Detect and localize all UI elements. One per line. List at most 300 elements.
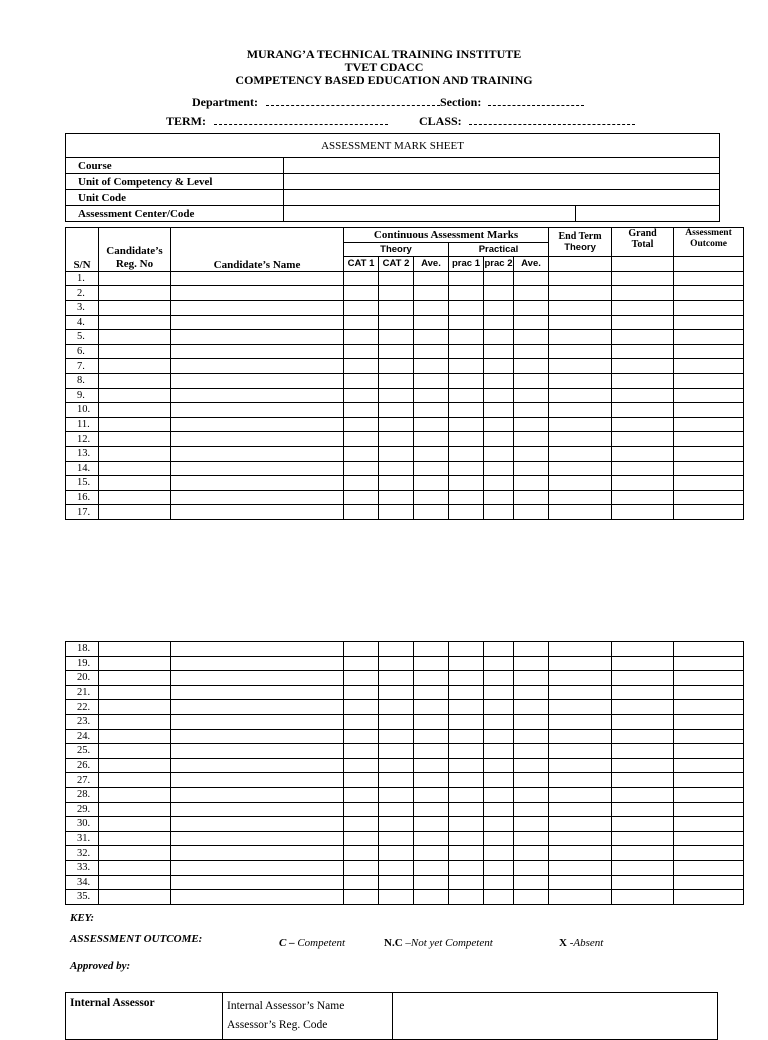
name-cell[interactable]: [171, 831, 344, 846]
prac2-cell[interactable]: [484, 359, 514, 374]
name-cell[interactable]: [171, 446, 344, 461]
prac2-cell[interactable]: [484, 860, 514, 875]
prac1-cell[interactable]: [449, 446, 484, 461]
grand-total-cell[interactable]: [612, 432, 674, 447]
grand-total-cell[interactable]: [612, 642, 674, 657]
end-term-cell[interactable]: [549, 802, 612, 817]
grand-total-cell[interactable]: [612, 817, 674, 832]
cat2-cell[interactable]: [379, 758, 414, 773]
practical-ave-cell[interactable]: [514, 642, 549, 657]
section-blank[interactable]: [488, 95, 584, 106]
reg-no-cell[interactable]: [99, 700, 171, 715]
grand-total-cell[interactable]: [612, 875, 674, 890]
cat1-cell[interactable]: [344, 773, 379, 788]
reg-no-cell[interactable]: [99, 417, 171, 432]
cat1-cell[interactable]: [344, 846, 379, 861]
theory-ave-cell[interactable]: [414, 700, 449, 715]
name-cell[interactable]: [171, 700, 344, 715]
outcome-cell[interactable]: [674, 271, 744, 286]
prac1-cell[interactable]: [449, 714, 484, 729]
outcome-cell[interactable]: [674, 729, 744, 744]
reg-no-cell[interactable]: [99, 315, 171, 330]
outcome-cell[interactable]: [674, 286, 744, 301]
cat1-cell[interactable]: [344, 642, 379, 657]
prac1-cell[interactable]: [449, 773, 484, 788]
theory-ave-cell[interactable]: [414, 729, 449, 744]
unit-code-field[interactable]: [284, 190, 720, 206]
cat2-cell[interactable]: [379, 773, 414, 788]
grand-total-cell[interactable]: [612, 802, 674, 817]
name-cell[interactable]: [171, 729, 344, 744]
prac1-cell[interactable]: [449, 403, 484, 418]
unit-competency-field[interactable]: [284, 174, 720, 190]
end-term-cell[interactable]: [549, 271, 612, 286]
end-term-cell[interactable]: [549, 461, 612, 476]
end-term-cell[interactable]: [549, 773, 612, 788]
end-term-cell[interactable]: [549, 890, 612, 905]
practical-ave-cell[interactable]: [514, 758, 549, 773]
prac2-cell[interactable]: [484, 714, 514, 729]
cat2-cell[interactable]: [379, 388, 414, 403]
prac1-cell[interactable]: [449, 787, 484, 802]
theory-ave-cell[interactable]: [414, 271, 449, 286]
prac2-cell[interactable]: [484, 417, 514, 432]
grand-total-cell[interactable]: [612, 714, 674, 729]
outcome-cell[interactable]: [674, 758, 744, 773]
theory-ave-cell[interactable]: [414, 860, 449, 875]
outcome-cell[interactable]: [674, 403, 744, 418]
prac1-cell[interactable]: [449, 831, 484, 846]
name-cell[interactable]: [171, 476, 344, 491]
name-cell[interactable]: [171, 417, 344, 432]
outcome-cell[interactable]: [674, 476, 744, 491]
outcome-cell[interactable]: [674, 860, 744, 875]
outcome-cell[interactable]: [674, 831, 744, 846]
cat1-cell[interactable]: [344, 271, 379, 286]
reg-no-cell[interactable]: [99, 773, 171, 788]
reg-no-cell[interactable]: [99, 432, 171, 447]
cat2-cell[interactable]: [379, 642, 414, 657]
outcome-cell[interactable]: [674, 373, 744, 388]
prac2-cell[interactable]: [484, 787, 514, 802]
reg-no-cell[interactable]: [99, 758, 171, 773]
grand-total-cell[interactable]: [612, 685, 674, 700]
cat2-cell[interactable]: [379, 505, 414, 520]
name-cell[interactable]: [171, 330, 344, 345]
reg-no-cell[interactable]: [99, 860, 171, 875]
practical-ave-cell[interactable]: [514, 315, 549, 330]
prac2-cell[interactable]: [484, 685, 514, 700]
end-term-cell[interactable]: [549, 846, 612, 861]
outcome-cell[interactable]: [674, 300, 744, 315]
name-cell[interactable]: [171, 714, 344, 729]
prac2-cell[interactable]: [484, 330, 514, 345]
grand-total-cell[interactable]: [612, 300, 674, 315]
end-term-cell[interactable]: [549, 875, 612, 890]
course-field[interactable]: [284, 158, 720, 174]
grand-total-cell[interactable]: [612, 700, 674, 715]
end-term-cell[interactable]: [549, 403, 612, 418]
end-term-cell[interactable]: [549, 505, 612, 520]
reg-no-cell[interactable]: [99, 344, 171, 359]
theory-ave-cell[interactable]: [414, 875, 449, 890]
cat1-cell[interactable]: [344, 860, 379, 875]
grand-total-cell[interactable]: [612, 344, 674, 359]
practical-ave-cell[interactable]: [514, 403, 549, 418]
end-term-cell[interactable]: [549, 787, 612, 802]
grand-total-cell[interactable]: [612, 656, 674, 671]
outcome-cell[interactable]: [674, 787, 744, 802]
prac2-cell[interactable]: [484, 671, 514, 686]
grand-total-cell[interactable]: [612, 446, 674, 461]
cat2-cell[interactable]: [379, 271, 414, 286]
cat2-cell[interactable]: [379, 656, 414, 671]
cat2-cell[interactable]: [379, 300, 414, 315]
grand-total-cell[interactable]: [612, 271, 674, 286]
theory-ave-cell[interactable]: [414, 476, 449, 491]
practical-ave-cell[interactable]: [514, 671, 549, 686]
prac2-cell[interactable]: [484, 373, 514, 388]
end-term-cell[interactable]: [549, 476, 612, 491]
name-cell[interactable]: [171, 773, 344, 788]
cat1-cell[interactable]: [344, 700, 379, 715]
prac1-cell[interactable]: [449, 286, 484, 301]
cat1-cell[interactable]: [344, 490, 379, 505]
theory-ave-cell[interactable]: [414, 846, 449, 861]
cat2-cell[interactable]: [379, 359, 414, 374]
prac1-cell[interactable]: [449, 875, 484, 890]
theory-ave-cell[interactable]: [414, 461, 449, 476]
theory-ave-cell[interactable]: [414, 505, 449, 520]
prac1-cell[interactable]: [449, 642, 484, 657]
reg-no-cell[interactable]: [99, 359, 171, 374]
reg-no-cell[interactable]: [99, 802, 171, 817]
cat2-cell[interactable]: [379, 417, 414, 432]
theory-ave-cell[interactable]: [414, 773, 449, 788]
cat1-cell[interactable]: [344, 758, 379, 773]
theory-ave-cell[interactable]: [414, 671, 449, 686]
reg-no-cell[interactable]: [99, 685, 171, 700]
assessor-signature-field[interactable]: [393, 993, 718, 1040]
practical-ave-cell[interactable]: [514, 373, 549, 388]
outcome-cell[interactable]: [674, 330, 744, 345]
cat2-cell[interactable]: [379, 476, 414, 491]
prac1-cell[interactable]: [449, 330, 484, 345]
assessment-center-field[interactable]: [284, 206, 576, 222]
practical-ave-cell[interactable]: [514, 656, 549, 671]
reg-no-cell[interactable]: [99, 875, 171, 890]
outcome-cell[interactable]: [674, 446, 744, 461]
reg-no-cell[interactable]: [99, 271, 171, 286]
end-term-cell[interactable]: [549, 359, 612, 374]
term-blank[interactable]: [214, 114, 388, 125]
practical-ave-cell[interactable]: [514, 744, 549, 759]
name-cell[interactable]: [171, 671, 344, 686]
practical-ave-cell[interactable]: [514, 505, 549, 520]
cat2-cell[interactable]: [379, 846, 414, 861]
prac2-cell[interactable]: [484, 773, 514, 788]
theory-ave-cell[interactable]: [414, 373, 449, 388]
reg-no-cell[interactable]: [99, 729, 171, 744]
cat1-cell[interactable]: [344, 802, 379, 817]
prac1-cell[interactable]: [449, 476, 484, 491]
cat2-cell[interactable]: [379, 315, 414, 330]
name-cell[interactable]: [171, 802, 344, 817]
grand-total-cell[interactable]: [612, 417, 674, 432]
practical-ave-cell[interactable]: [514, 417, 549, 432]
reg-no-cell[interactable]: [99, 505, 171, 520]
end-term-cell[interactable]: [549, 860, 612, 875]
prac1-cell[interactable]: [449, 490, 484, 505]
cat2-cell[interactable]: [379, 671, 414, 686]
reg-no-cell[interactable]: [99, 388, 171, 403]
cat1-cell[interactable]: [344, 875, 379, 890]
practical-ave-cell[interactable]: [514, 432, 549, 447]
outcome-cell[interactable]: [674, 461, 744, 476]
end-term-cell[interactable]: [549, 656, 612, 671]
theory-ave-cell[interactable]: [414, 490, 449, 505]
cat1-cell[interactable]: [344, 432, 379, 447]
end-term-cell[interactable]: [549, 432, 612, 447]
outcome-cell[interactable]: [674, 890, 744, 905]
name-cell[interactable]: [171, 875, 344, 890]
grand-total-cell[interactable]: [612, 373, 674, 388]
cat2-cell[interactable]: [379, 714, 414, 729]
prac2-cell[interactable]: [484, 846, 514, 861]
practical-ave-cell[interactable]: [514, 846, 549, 861]
cat1-cell[interactable]: [344, 476, 379, 491]
practical-ave-cell[interactable]: [514, 300, 549, 315]
name-cell[interactable]: [171, 505, 344, 520]
reg-no-cell[interactable]: [99, 461, 171, 476]
practical-ave-cell[interactable]: [514, 714, 549, 729]
prac1-cell[interactable]: [449, 417, 484, 432]
outcome-cell[interactable]: [674, 700, 744, 715]
outcome-cell[interactable]: [674, 432, 744, 447]
name-cell[interactable]: [171, 744, 344, 759]
outcome-cell[interactable]: [674, 714, 744, 729]
grand-total-cell[interactable]: [612, 388, 674, 403]
end-term-cell[interactable]: [549, 330, 612, 345]
cat2-cell[interactable]: [379, 802, 414, 817]
outcome-cell[interactable]: [674, 344, 744, 359]
grand-total-cell[interactable]: [612, 403, 674, 418]
name-cell[interactable]: [171, 432, 344, 447]
cat1-cell[interactable]: [344, 330, 379, 345]
cat1-cell[interactable]: [344, 344, 379, 359]
cat2-cell[interactable]: [379, 403, 414, 418]
cat1-cell[interactable]: [344, 729, 379, 744]
outcome-cell[interactable]: [674, 671, 744, 686]
name-cell[interactable]: [171, 846, 344, 861]
prac1-cell[interactable]: [449, 271, 484, 286]
prac2-cell[interactable]: [484, 476, 514, 491]
practical-ave-cell[interactable]: [514, 490, 549, 505]
prac2-cell[interactable]: [484, 700, 514, 715]
outcome-cell[interactable]: [674, 802, 744, 817]
name-cell[interactable]: [171, 758, 344, 773]
practical-ave-cell[interactable]: [514, 802, 549, 817]
prac1-cell[interactable]: [449, 432, 484, 447]
cat2-cell[interactable]: [379, 890, 414, 905]
name-cell[interactable]: [171, 461, 344, 476]
name-cell[interactable]: [171, 490, 344, 505]
cat1-cell[interactable]: [344, 831, 379, 846]
outcome-cell[interactable]: [674, 744, 744, 759]
cat2-cell[interactable]: [379, 860, 414, 875]
prac2-cell[interactable]: [484, 300, 514, 315]
outcome-cell[interactable]: [674, 773, 744, 788]
grand-total-cell[interactable]: [612, 330, 674, 345]
reg-no-cell[interactable]: [99, 403, 171, 418]
prac2-cell[interactable]: [484, 875, 514, 890]
prac1-cell[interactable]: [449, 505, 484, 520]
cat1-cell[interactable]: [344, 417, 379, 432]
grand-total-cell[interactable]: [612, 846, 674, 861]
prac1-cell[interactable]: [449, 890, 484, 905]
practical-ave-cell[interactable]: [514, 286, 549, 301]
cat2-cell[interactable]: [379, 446, 414, 461]
end-term-cell[interactable]: [549, 700, 612, 715]
cat1-cell[interactable]: [344, 685, 379, 700]
assessment-center-code-field[interactable]: [576, 206, 720, 222]
name-cell[interactable]: [171, 817, 344, 832]
prac1-cell[interactable]: [449, 817, 484, 832]
outcome-cell[interactable]: [674, 846, 744, 861]
cat1-cell[interactable]: [344, 787, 379, 802]
theory-ave-cell[interactable]: [414, 890, 449, 905]
practical-ave-cell[interactable]: [514, 817, 549, 832]
theory-ave-cell[interactable]: [414, 642, 449, 657]
end-term-cell[interactable]: [549, 286, 612, 301]
practical-ave-cell[interactable]: [514, 344, 549, 359]
practical-ave-cell[interactable]: [514, 890, 549, 905]
theory-ave-cell[interactable]: [414, 758, 449, 773]
end-term-cell[interactable]: [549, 685, 612, 700]
cat2-cell[interactable]: [379, 344, 414, 359]
outcome-cell[interactable]: [674, 417, 744, 432]
theory-ave-cell[interactable]: [414, 817, 449, 832]
grand-total-cell[interactable]: [612, 831, 674, 846]
prac2-cell[interactable]: [484, 432, 514, 447]
prac2-cell[interactable]: [484, 656, 514, 671]
reg-no-cell[interactable]: [99, 831, 171, 846]
practical-ave-cell[interactable]: [514, 330, 549, 345]
cat1-cell[interactable]: [344, 315, 379, 330]
name-cell[interactable]: [171, 860, 344, 875]
cat1-cell[interactable]: [344, 505, 379, 520]
outcome-cell[interactable]: [674, 315, 744, 330]
prac2-cell[interactable]: [484, 729, 514, 744]
end-term-cell[interactable]: [549, 744, 612, 759]
name-cell[interactable]: [171, 890, 344, 905]
grand-total-cell[interactable]: [612, 461, 674, 476]
theory-ave-cell[interactable]: [414, 300, 449, 315]
practical-ave-cell[interactable]: [514, 787, 549, 802]
practical-ave-cell[interactable]: [514, 476, 549, 491]
name-cell[interactable]: [171, 359, 344, 374]
end-term-cell[interactable]: [549, 417, 612, 432]
cat1-cell[interactable]: [344, 890, 379, 905]
department-blank[interactable]: [266, 95, 440, 106]
prac1-cell[interactable]: [449, 461, 484, 476]
name-cell[interactable]: [171, 787, 344, 802]
practical-ave-cell[interactable]: [514, 446, 549, 461]
grand-total-cell[interactable]: [612, 773, 674, 788]
end-term-cell[interactable]: [549, 373, 612, 388]
grand-total-cell[interactable]: [612, 729, 674, 744]
cat1-cell[interactable]: [344, 300, 379, 315]
grand-total-cell[interactable]: [612, 490, 674, 505]
theory-ave-cell[interactable]: [414, 403, 449, 418]
practical-ave-cell[interactable]: [514, 388, 549, 403]
outcome-cell[interactable]: [674, 505, 744, 520]
prac1-cell[interactable]: [449, 671, 484, 686]
cat1-cell[interactable]: [344, 446, 379, 461]
outcome-cell[interactable]: [674, 685, 744, 700]
prac1-cell[interactable]: [449, 656, 484, 671]
cat1-cell[interactable]: [344, 671, 379, 686]
grand-total-cell[interactable]: [612, 671, 674, 686]
prac1-cell[interactable]: [449, 860, 484, 875]
cat2-cell[interactable]: [379, 330, 414, 345]
grand-total-cell[interactable]: [612, 476, 674, 491]
grand-total-cell[interactable]: [612, 359, 674, 374]
practical-ave-cell[interactable]: [514, 831, 549, 846]
prac1-cell[interactable]: [449, 388, 484, 403]
reg-no-cell[interactable]: [99, 744, 171, 759]
prac2-cell[interactable]: [484, 286, 514, 301]
end-term-cell[interactable]: [549, 315, 612, 330]
name-cell[interactable]: [171, 373, 344, 388]
name-cell[interactable]: [171, 403, 344, 418]
practical-ave-cell[interactable]: [514, 700, 549, 715]
prac2-cell[interactable]: [484, 490, 514, 505]
grand-total-cell[interactable]: [612, 890, 674, 905]
prac2-cell[interactable]: [484, 446, 514, 461]
reg-no-cell[interactable]: [99, 890, 171, 905]
prac2-cell[interactable]: [484, 388, 514, 403]
end-term-cell[interactable]: [549, 671, 612, 686]
theory-ave-cell[interactable]: [414, 744, 449, 759]
prac1-cell[interactable]: [449, 373, 484, 388]
practical-ave-cell[interactable]: [514, 359, 549, 374]
reg-no-cell[interactable]: [99, 286, 171, 301]
name-cell[interactable]: [171, 315, 344, 330]
end-term-cell[interactable]: [549, 714, 612, 729]
name-cell[interactable]: [171, 685, 344, 700]
grand-total-cell[interactable]: [612, 286, 674, 301]
end-term-cell[interactable]: [549, 344, 612, 359]
reg-no-cell[interactable]: [99, 671, 171, 686]
end-term-cell[interactable]: [549, 831, 612, 846]
theory-ave-cell[interactable]: [414, 344, 449, 359]
prac2-cell[interactable]: [484, 403, 514, 418]
name-cell[interactable]: [171, 344, 344, 359]
name-cell[interactable]: [171, 656, 344, 671]
end-term-cell[interactable]: [549, 642, 612, 657]
theory-ave-cell[interactable]: [414, 787, 449, 802]
prac2-cell[interactable]: [484, 642, 514, 657]
prac2-cell[interactable]: [484, 344, 514, 359]
reg-no-cell[interactable]: [99, 373, 171, 388]
cat1-cell[interactable]: [344, 359, 379, 374]
cat2-cell[interactable]: [379, 490, 414, 505]
reg-no-cell[interactable]: [99, 642, 171, 657]
theory-ave-cell[interactable]: [414, 831, 449, 846]
cat2-cell[interactable]: [379, 373, 414, 388]
reg-no-cell[interactable]: [99, 817, 171, 832]
